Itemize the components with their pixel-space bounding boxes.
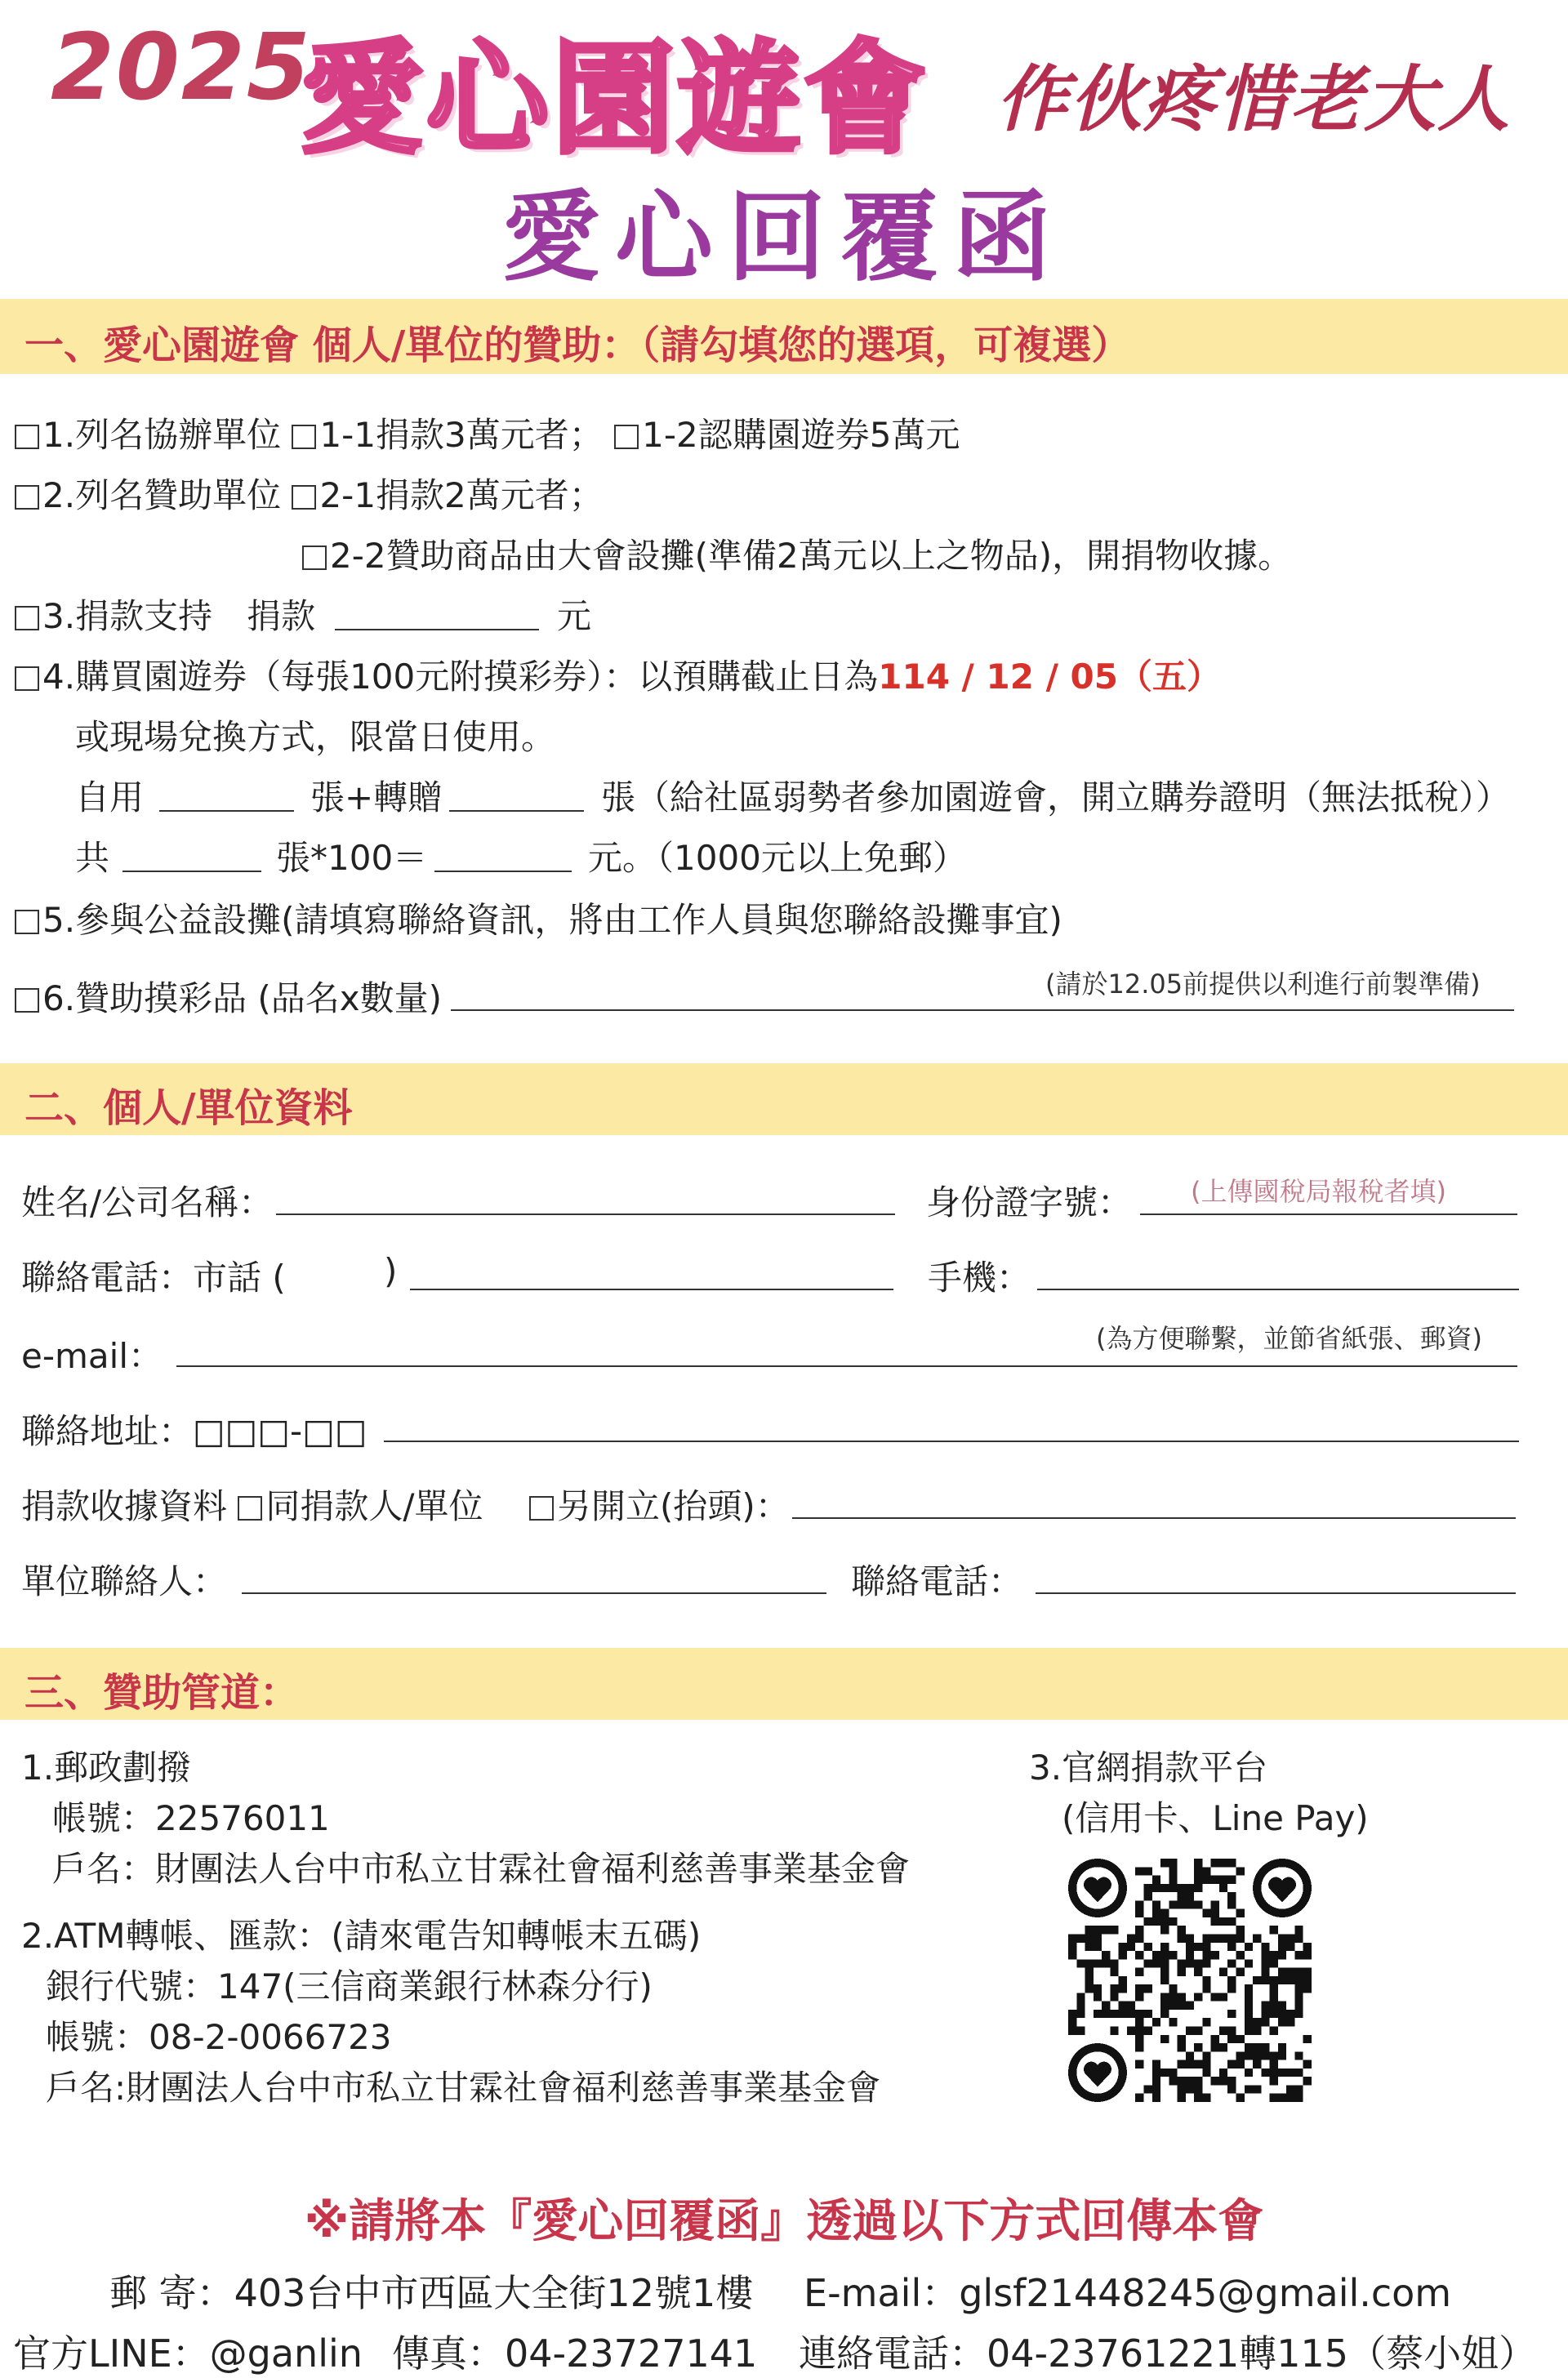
footer-line-id: 官方LINE：@ganlin <box>13 2331 363 2376</box>
postal-account: 帳號：22576011 <box>52 1798 330 1838</box>
gift-tickets-field[interactable] <box>449 810 584 812</box>
phone-label: 聯絡電話：市話 ( <box>21 1258 286 1298</box>
option-2-1-checkbox[interactable] <box>292 485 316 510</box>
option-2-checkbox[interactable] <box>15 485 39 510</box>
web-donation-title: 3.官網捐款平台 <box>1029 1748 1268 1788</box>
name-field[interactable] <box>276 1213 895 1215</box>
option-5-label: 5.參與公益設攤(請填寫聯絡資訊，將由工作人員與您聯絡設攤事宜) <box>42 900 1062 940</box>
contact-phone-field[interactable] <box>1036 1592 1516 1594</box>
event-logo-title: 愛心園遊會 <box>301 29 930 171</box>
atm-title: 2.ATM轉帳、匯款：(請來電告知轉帳末五碼) <box>21 1916 702 1956</box>
form-title: 愛心回覆函 <box>502 181 1066 295</box>
option-6-row <box>15 972 442 1021</box>
section1-heading: 一、愛心園遊會 個人/單位的贊助：（請勾填您的選項，可複選） <box>24 323 1131 368</box>
mobile-label: 手機： <box>928 1258 1031 1298</box>
event-tagline: 作伙疼惜老大人 <box>996 57 1512 141</box>
landline-field[interactable] <box>410 1289 893 1290</box>
event-year: 2025 <box>51 15 312 121</box>
option-1-2-label: 1-2認購園遊券5萬元 <box>642 415 960 455</box>
address-label: 聯絡地址：□□□-□□ <box>21 1411 368 1451</box>
option-4-label: 4.購買園遊券（每張100元附摸彩券）：以預購截止日為 <box>42 657 879 697</box>
name-label: 姓名/公司名稱： <box>21 1182 274 1222</box>
address-field[interactable] <box>384 1441 1519 1442</box>
option-4-row <box>15 650 1221 699</box>
option-2-2-label: 2-2贊助商品由大會設攤(準備2萬元以上之物品)，開捐物收據。 <box>330 536 1293 576</box>
option-6-checkbox[interactable] <box>15 988 39 1013</box>
receipt-other-checkbox[interactable] <box>529 1496 554 1521</box>
option-4-checkbox[interactable] <box>15 666 39 691</box>
self-use-tickets-field[interactable] <box>159 810 294 812</box>
option-4-self-label: 自用 <box>75 777 145 817</box>
atm-bank-code: 銀行代號：147(三信商業銀行林森分行) <box>46 1966 653 2006</box>
receipt-other-row <box>529 1480 790 1529</box>
receipt-same-label: 同捐款人/單位 <box>265 1486 483 1526</box>
option-3-label: 3.捐款支持 捐款 <box>42 596 316 636</box>
id-number-field[interactable] <box>1140 1213 1517 1215</box>
option-1-1-checkbox[interactable] <box>292 425 316 449</box>
option-6-note: (請於12.05前提供以利進行前製準備) <box>1045 969 1481 1000</box>
email-note: (為方便聯繫，並節省紙張、郵資) <box>1096 1323 1482 1354</box>
option-3-row <box>15 590 315 639</box>
section3-header-band <box>0 1648 1568 1720</box>
option-4-plus-label: 張+轉贈 <box>310 777 443 817</box>
option-4-total-label: 共 <box>75 838 110 878</box>
option-1-checkbox[interactable] <box>15 425 39 449</box>
footer-fax: 傳真：04-23727141 <box>392 2331 758 2376</box>
option-4-deadline: 114 / 12 / 05（五） <box>878 657 1221 697</box>
receipt-same-checkbox[interactable] <box>238 1496 262 1521</box>
receipt-row <box>21 1480 483 1529</box>
atm-account-name: 戶名:財團法人台中市私立甘霖社會福利慈善事業基金會 <box>46 2068 881 2108</box>
contact-person-field[interactable] <box>242 1592 826 1594</box>
receipt-title-field[interactable] <box>792 1517 1516 1519</box>
option-5-row <box>15 893 1062 942</box>
footer-mail-address: 郵 寄：403台中市西區大全街12號1樓 <box>109 2271 754 2315</box>
section3-heading: 三、贊助管道： <box>24 1670 300 1716</box>
contact-phone-label: 聯絡電話： <box>851 1561 1023 1601</box>
option-4-yuan-label: 元。（1000元以上免郵） <box>588 838 967 878</box>
id-number-hint: (上傳國稅局報稅者填) <box>1191 1176 1446 1207</box>
option-1-row <box>15 408 960 457</box>
phone-area-close: ) <box>384 1251 398 1291</box>
receipt-label: 捐款收據資料 <box>21 1486 228 1526</box>
option-1-label: 1.列名協辦單位 <box>42 415 282 455</box>
option-1-1-label: 1-1捐款3萬元者； <box>319 415 604 455</box>
option-6-label: 6.贊助摸彩品 (品名x數量) <box>42 978 443 1018</box>
email-field[interactable] <box>176 1365 1517 1367</box>
section1-header-band <box>0 299 1568 374</box>
postal-title: 1.郵政劃撥 <box>21 1748 192 1788</box>
donation-amount-field[interactable] <box>335 629 539 630</box>
donation-qr-code[interactable] <box>1068 1859 1312 2102</box>
footer-title: ※請將本『愛心回覆函』透過以下方式回傳本會 <box>304 2195 1264 2248</box>
option-2-label: 2.列名贊助單位 <box>42 475 282 515</box>
option-2-1-label: 2-1捐款2萬元者； <box>319 475 604 515</box>
raffle-prize-field[interactable] <box>451 1009 1514 1011</box>
option-1-2-checkbox[interactable] <box>614 425 639 449</box>
option-2-2-row <box>302 529 1292 578</box>
option-3-unit: 元 <box>557 596 592 636</box>
id-number-label: 身份證字號： <box>926 1182 1133 1222</box>
option-3-checkbox[interactable] <box>15 606 39 630</box>
atm-account: 帳號：08-2-0066723 <box>46 2017 392 2057</box>
postal-account-name: 戶名：財團法人台中市私立甘霖社會福利慈善事業基金會 <box>52 1849 911 1889</box>
total-amount-field[interactable] <box>434 871 572 872</box>
option-2-2-checkbox[interactable] <box>302 546 327 570</box>
total-tickets-field[interactable] <box>122 871 261 872</box>
receipt-other-label: 另開立(抬頭)： <box>557 1486 790 1526</box>
footer-email: E-mail：glsf21448245@gmail.com <box>804 2271 1452 2315</box>
contact-person-label: 單位聯絡人： <box>21 1561 228 1601</box>
web-donation-methods: (信用卡、Line Pay) <box>1062 1798 1369 1838</box>
email-label: e-mail： <box>21 1336 163 1376</box>
option-5-checkbox[interactable] <box>15 910 39 934</box>
mobile-field[interactable] <box>1037 1289 1519 1290</box>
option-4-line2: 或現場兌換方式，限當日使用。 <box>75 717 556 757</box>
section2-heading: 二、個人/單位資料 <box>24 1085 353 1131</box>
footer-phone: 連絡電話：04-23761221轉115（蔡小姐） <box>799 2331 1537 2376</box>
option-4-times-label: 張*100＝ <box>276 838 428 878</box>
option-2-row <box>15 469 604 518</box>
option-4-gift-note: 張（給社區弱勢者參加園遊會，開立購券證明（無法抵稅）） <box>601 777 1511 817</box>
section2-header-band <box>0 1063 1568 1135</box>
